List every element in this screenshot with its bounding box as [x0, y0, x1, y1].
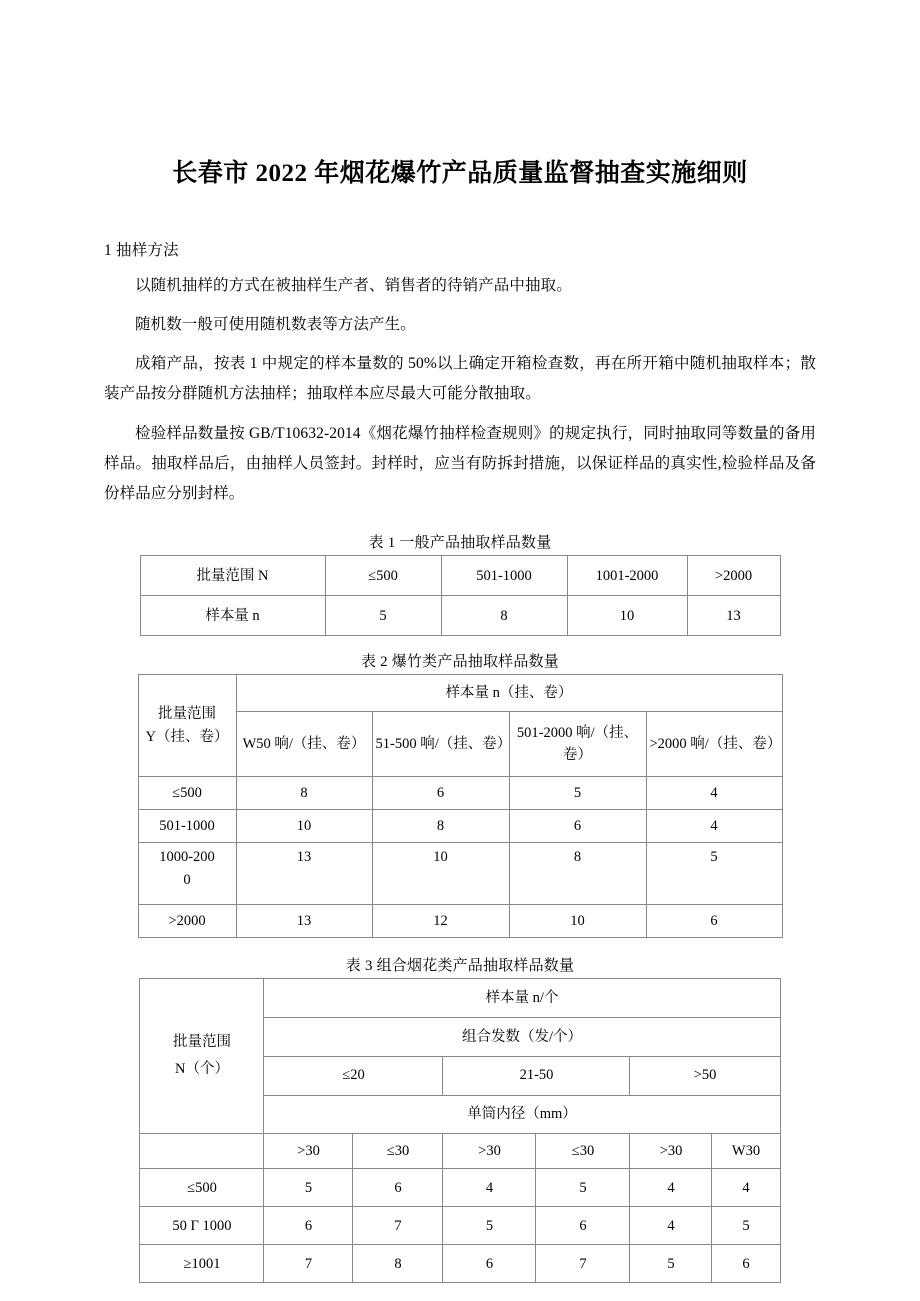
t3-data-cell: 7: [264, 1245, 353, 1283]
table-row: [138, 777, 782, 810]
t1-range-cell: 1001-2000: [567, 556, 687, 596]
t3-shot-range: 21-50: [443, 1056, 630, 1095]
t3-data-cell: 6: [536, 1207, 630, 1245]
t2-data-cell: 6: [372, 777, 509, 810]
t2-sub-header: W50 响/（挂、卷）: [236, 712, 372, 777]
t2-row-label-line1: 1000-200: [159, 849, 215, 866]
table3-caption: 表 3 组合烟花类产品抽取样品数量: [345, 958, 575, 975]
t2-data-cell: 5: [509, 777, 646, 810]
paragraph-random-number: 随机数一般可使用随机数表等方法产生。: [135, 315, 416, 333]
t1-sample-cell: 5: [325, 596, 441, 636]
t3-group-header-shot-count: 组合发数（发/个）: [264, 1018, 780, 1057]
t2-row-label: ≤500: [138, 777, 236, 810]
t2-data-cell: 8: [372, 810, 509, 843]
table-row: [140, 1207, 780, 1245]
t1-sample-cell: 8: [441, 596, 567, 636]
t3-shot-range: >50: [630, 1056, 780, 1095]
t2-row-label: 501-1000: [138, 810, 236, 843]
t3-data-cell: 8: [353, 1245, 443, 1283]
table-row: [138, 843, 782, 905]
t2-sub-header: 51-500 响/（挂、卷）: [372, 712, 509, 777]
t3-bore-spacer: [140, 1134, 264, 1169]
t2-sub-header: 501-2000 响/（挂、卷）: [509, 712, 646, 777]
t3-data-cell: 7: [536, 1245, 630, 1283]
t2-data-cell: 6: [646, 905, 782, 938]
t3-data-cell: 5: [264, 1169, 353, 1207]
table-row: [138, 810, 782, 843]
t2-sub-header: >2000 响/（挂、卷）: [646, 712, 782, 777]
table3-block: [104, 938, 816, 1283]
t3-data-cell: 5: [630, 1245, 712, 1283]
t2-row-label-overflow: 0: [183, 871, 191, 888]
t2-data-cell: 10: [509, 905, 646, 938]
t2-data-cell: 6: [509, 810, 646, 843]
t3-data-cell: 6: [264, 1207, 353, 1245]
table2-block: [104, 636, 816, 938]
t3-data-cell: 4: [630, 1207, 712, 1245]
table-row: [140, 1245, 780, 1283]
t3-bore-value: ≤30: [353, 1134, 443, 1169]
t2-corner-line1: 批量范围: [158, 706, 216, 723]
t1-row-label-sample-size: 样本量 n: [140, 596, 325, 636]
t3-data-cell: 5: [712, 1207, 780, 1245]
table-firecracker-sample-quantity: [138, 674, 783, 938]
t3-data-cell: 4: [712, 1169, 780, 1207]
t2-data-cell: 13: [236, 905, 372, 938]
table2-caption: 表 2 爆竹类产品抽取样品数量: [360, 654, 559, 671]
paragraph-boxed-products: 成箱产品，按表 1 中规定的样本量数的 50%以上确定开箱检查数，再在所开箱中随机抽取样本；散装产品按分群随机方法抽样；抽取样本应尽最大可能分散抽取。: [104, 355, 816, 403]
t2-data-cell: 10: [372, 843, 509, 905]
t2-data-cell: 8: [509, 843, 646, 905]
t3-data-cell: 4: [443, 1169, 536, 1207]
table1-caption: 表 1 一般产品抽取样品数量: [368, 535, 552, 552]
t3-bore-header: 单筒内径（mm）: [264, 1095, 780, 1134]
t3-data-cell: 6: [443, 1245, 536, 1283]
t3-shot-range: ≤20: [264, 1056, 443, 1095]
t2-data-cell: 12: [372, 905, 509, 938]
t2-data-cell: 4: [646, 810, 782, 843]
t3-corner-line1: 批量范围: [172, 1033, 231, 1050]
t3-corner-line2: N（个）: [174, 1061, 229, 1078]
t1-range-cell: 501-1000: [441, 556, 567, 596]
t3-data-cell: 6: [712, 1245, 780, 1283]
table-general-product-sample-quantity: [140, 555, 781, 636]
t3-row-label: 50 Γ 1000: [140, 1207, 264, 1245]
t2-data-cell: 8: [236, 777, 372, 810]
t1-row-label-batch-range: 批量范围 N: [140, 556, 325, 596]
page-title: 长春市 2022 年烟花爆竹产品质量监督抽查实施细则: [172, 160, 748, 187]
t3-data-cell: 6: [353, 1169, 443, 1207]
section-heading-sampling-method: 1 抽样方法: [104, 241, 179, 259]
t1-range-cell: ≤500: [325, 556, 441, 596]
t2-row-label: >2000: [138, 905, 236, 938]
table1-block: [104, 509, 816, 636]
t2-data-cell: 13: [236, 843, 372, 905]
t3-bore-value: W30: [712, 1134, 780, 1169]
t2-row-label: [138, 843, 236, 905]
t1-sample-cell: 13: [687, 596, 780, 636]
t1-sample-cell: 10: [567, 596, 687, 636]
table-row: [138, 675, 782, 712]
t3-bore-value: >30: [630, 1134, 712, 1169]
t1-range-cell: >2000: [687, 556, 780, 596]
t3-bore-value: >30: [264, 1134, 353, 1169]
t3-group-header-sample-size: 样本量 n/个: [264, 979, 780, 1018]
paragraph-sample-quantity: 检验样品数量按 GB/T10632-2014《烟花爆竹抽样检查规则》的规定执行，同时抽取同等数量的备用样品。抽取样品后，由抽样人员签封。封样时，应当有防拆封措施，以保证样品的真实性,检验样品及备份样品应分别封样。: [104, 424, 816, 503]
table-combined-fireworks-sample-quantity: [139, 978, 780, 1283]
table-row: [140, 596, 780, 636]
t2-group-header: 样本量 n（挂、卷）: [236, 675, 782, 712]
table-row: [140, 979, 780, 1018]
t3-corner-header: [140, 979, 264, 1134]
t3-bore-value: >30: [443, 1134, 536, 1169]
t3-data-cell: 5: [443, 1207, 536, 1245]
t3-row-label: ≥1001: [140, 1245, 264, 1283]
t3-data-cell: 7: [353, 1207, 443, 1245]
t2-data-cell: 5: [646, 843, 782, 905]
t2-corner-line2: Y（挂、卷）: [145, 728, 229, 745]
document-content: [104, 0, 816, 1283]
t3-row-label: ≤500: [140, 1169, 264, 1207]
t2-corner-header: [138, 675, 236, 777]
paragraph-random-sampling: 以随机抽样的方式在被抽样生产者、销售者的待销产品中抽取。: [135, 276, 572, 294]
t3-data-cell: 5: [536, 1169, 630, 1207]
t2-data-cell: 4: [646, 777, 782, 810]
t3-data-cell: 4: [630, 1169, 712, 1207]
table-row: [140, 1134, 780, 1169]
t2-data-cell: 10: [236, 810, 372, 843]
table-row: [140, 1169, 780, 1207]
t3-bore-value: ≤30: [536, 1134, 630, 1169]
table-row: [140, 556, 780, 596]
table-row: [138, 905, 782, 938]
